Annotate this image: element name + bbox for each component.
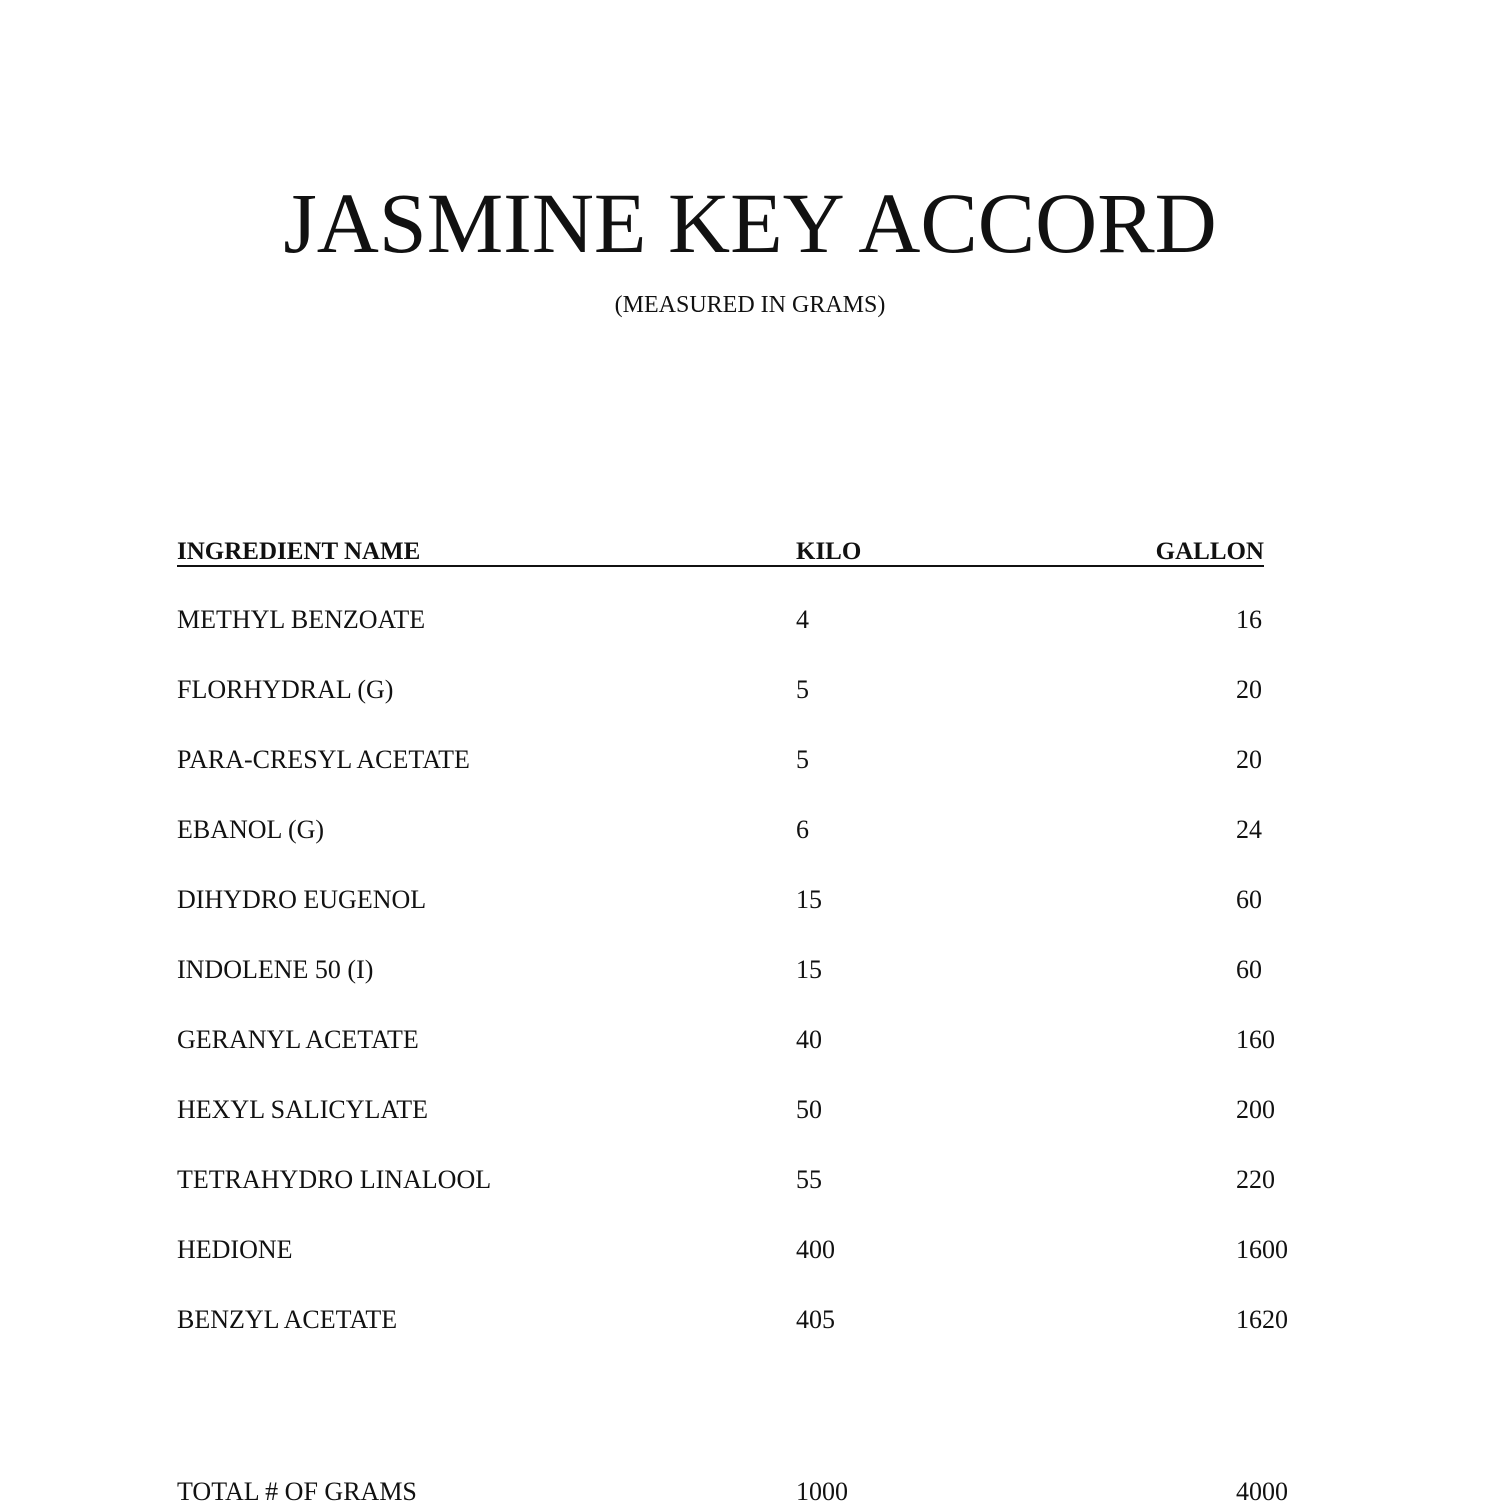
table-row	[177, 1093, 1327, 1163]
ingredient-name-cell: HEXYL SALICYLATE	[177, 1095, 429, 1124]
gallon-cell: 200	[1236, 1095, 1275, 1124]
header-gallon: GALLON	[1155, 538, 1264, 565]
header-kilo: KILO	[796, 538, 862, 565]
table-row	[177, 743, 1327, 813]
page-subtitle: (MEASURED IN GRAMS)	[614, 292, 886, 318]
ingredient-name-cell: TETRAHYDRO LINALOOL	[177, 1165, 492, 1194]
ingredient-name-cell: INDOLENE 50 (I)	[177, 955, 374, 984]
total-gallon: 4000	[1236, 1477, 1288, 1506]
gallon-cell: 20	[1236, 675, 1262, 704]
ingredient-table-body	[177, 603, 1327, 1373]
kilo-cell: 6	[796, 815, 809, 844]
kilo-cell: 15	[796, 955, 822, 984]
gallon-cell: 60	[1236, 955, 1262, 984]
kilo-cell: 15	[796, 885, 822, 914]
table-row	[177, 1163, 1327, 1233]
kilo-cell: 4	[796, 605, 809, 634]
ingredient-name-cell: DIHYDRO EUGENOL	[177, 885, 427, 914]
table-row	[177, 883, 1327, 953]
table-row	[177, 813, 1327, 883]
page-title: JASMINE KEY ACCORD	[283, 175, 1217, 271]
kilo-cell: 50	[796, 1095, 822, 1124]
kilo-cell: 40	[796, 1025, 822, 1054]
total-row	[177, 1475, 1327, 1509]
ingredient-name-cell: FLORHYDRAL (G)	[177, 675, 394, 704]
gallon-cell: 1600	[1236, 1235, 1288, 1264]
gallon-cell: 20	[1236, 745, 1262, 774]
table-row	[177, 1233, 1327, 1303]
kilo-cell: 405	[796, 1305, 835, 1334]
table-header	[177, 535, 1264, 567]
gallon-cell: 60	[1236, 885, 1262, 914]
ingredient-name-cell: HEDIONE	[177, 1235, 293, 1264]
gallon-cell: 16	[1236, 605, 1262, 634]
table-row	[177, 953, 1327, 1023]
ingredient-name-cell: EBANOL (G)	[177, 815, 325, 844]
total-label: TOTAL # OF GRAMS	[177, 1477, 417, 1506]
total-kilo: 1000	[796, 1477, 848, 1506]
kilo-cell: 55	[796, 1165, 822, 1194]
kilo-cell: 400	[796, 1235, 835, 1264]
ingredient-name-cell: BENZYL ACETATE	[177, 1305, 398, 1334]
gallon-cell: 220	[1236, 1165, 1275, 1194]
gallon-cell: 1620	[1236, 1305, 1288, 1334]
table-row	[177, 603, 1327, 673]
kilo-cell: 5	[796, 675, 809, 704]
table-row	[177, 1023, 1327, 1093]
gallon-cell: 24	[1236, 815, 1262, 844]
table-row	[177, 673, 1327, 743]
header-ingredient-name: INGREDIENT NAME	[177, 538, 421, 565]
ingredient-name-cell: GERANYL ACETATE	[177, 1025, 419, 1054]
table-row	[177, 1303, 1327, 1373]
ingredient-name-cell: PARA-CRESYL ACETATE	[177, 745, 470, 774]
kilo-cell: 5	[796, 745, 809, 774]
ingredient-name-cell: METHYL BENZOATE	[177, 605, 426, 634]
gallon-cell: 160	[1236, 1025, 1275, 1054]
